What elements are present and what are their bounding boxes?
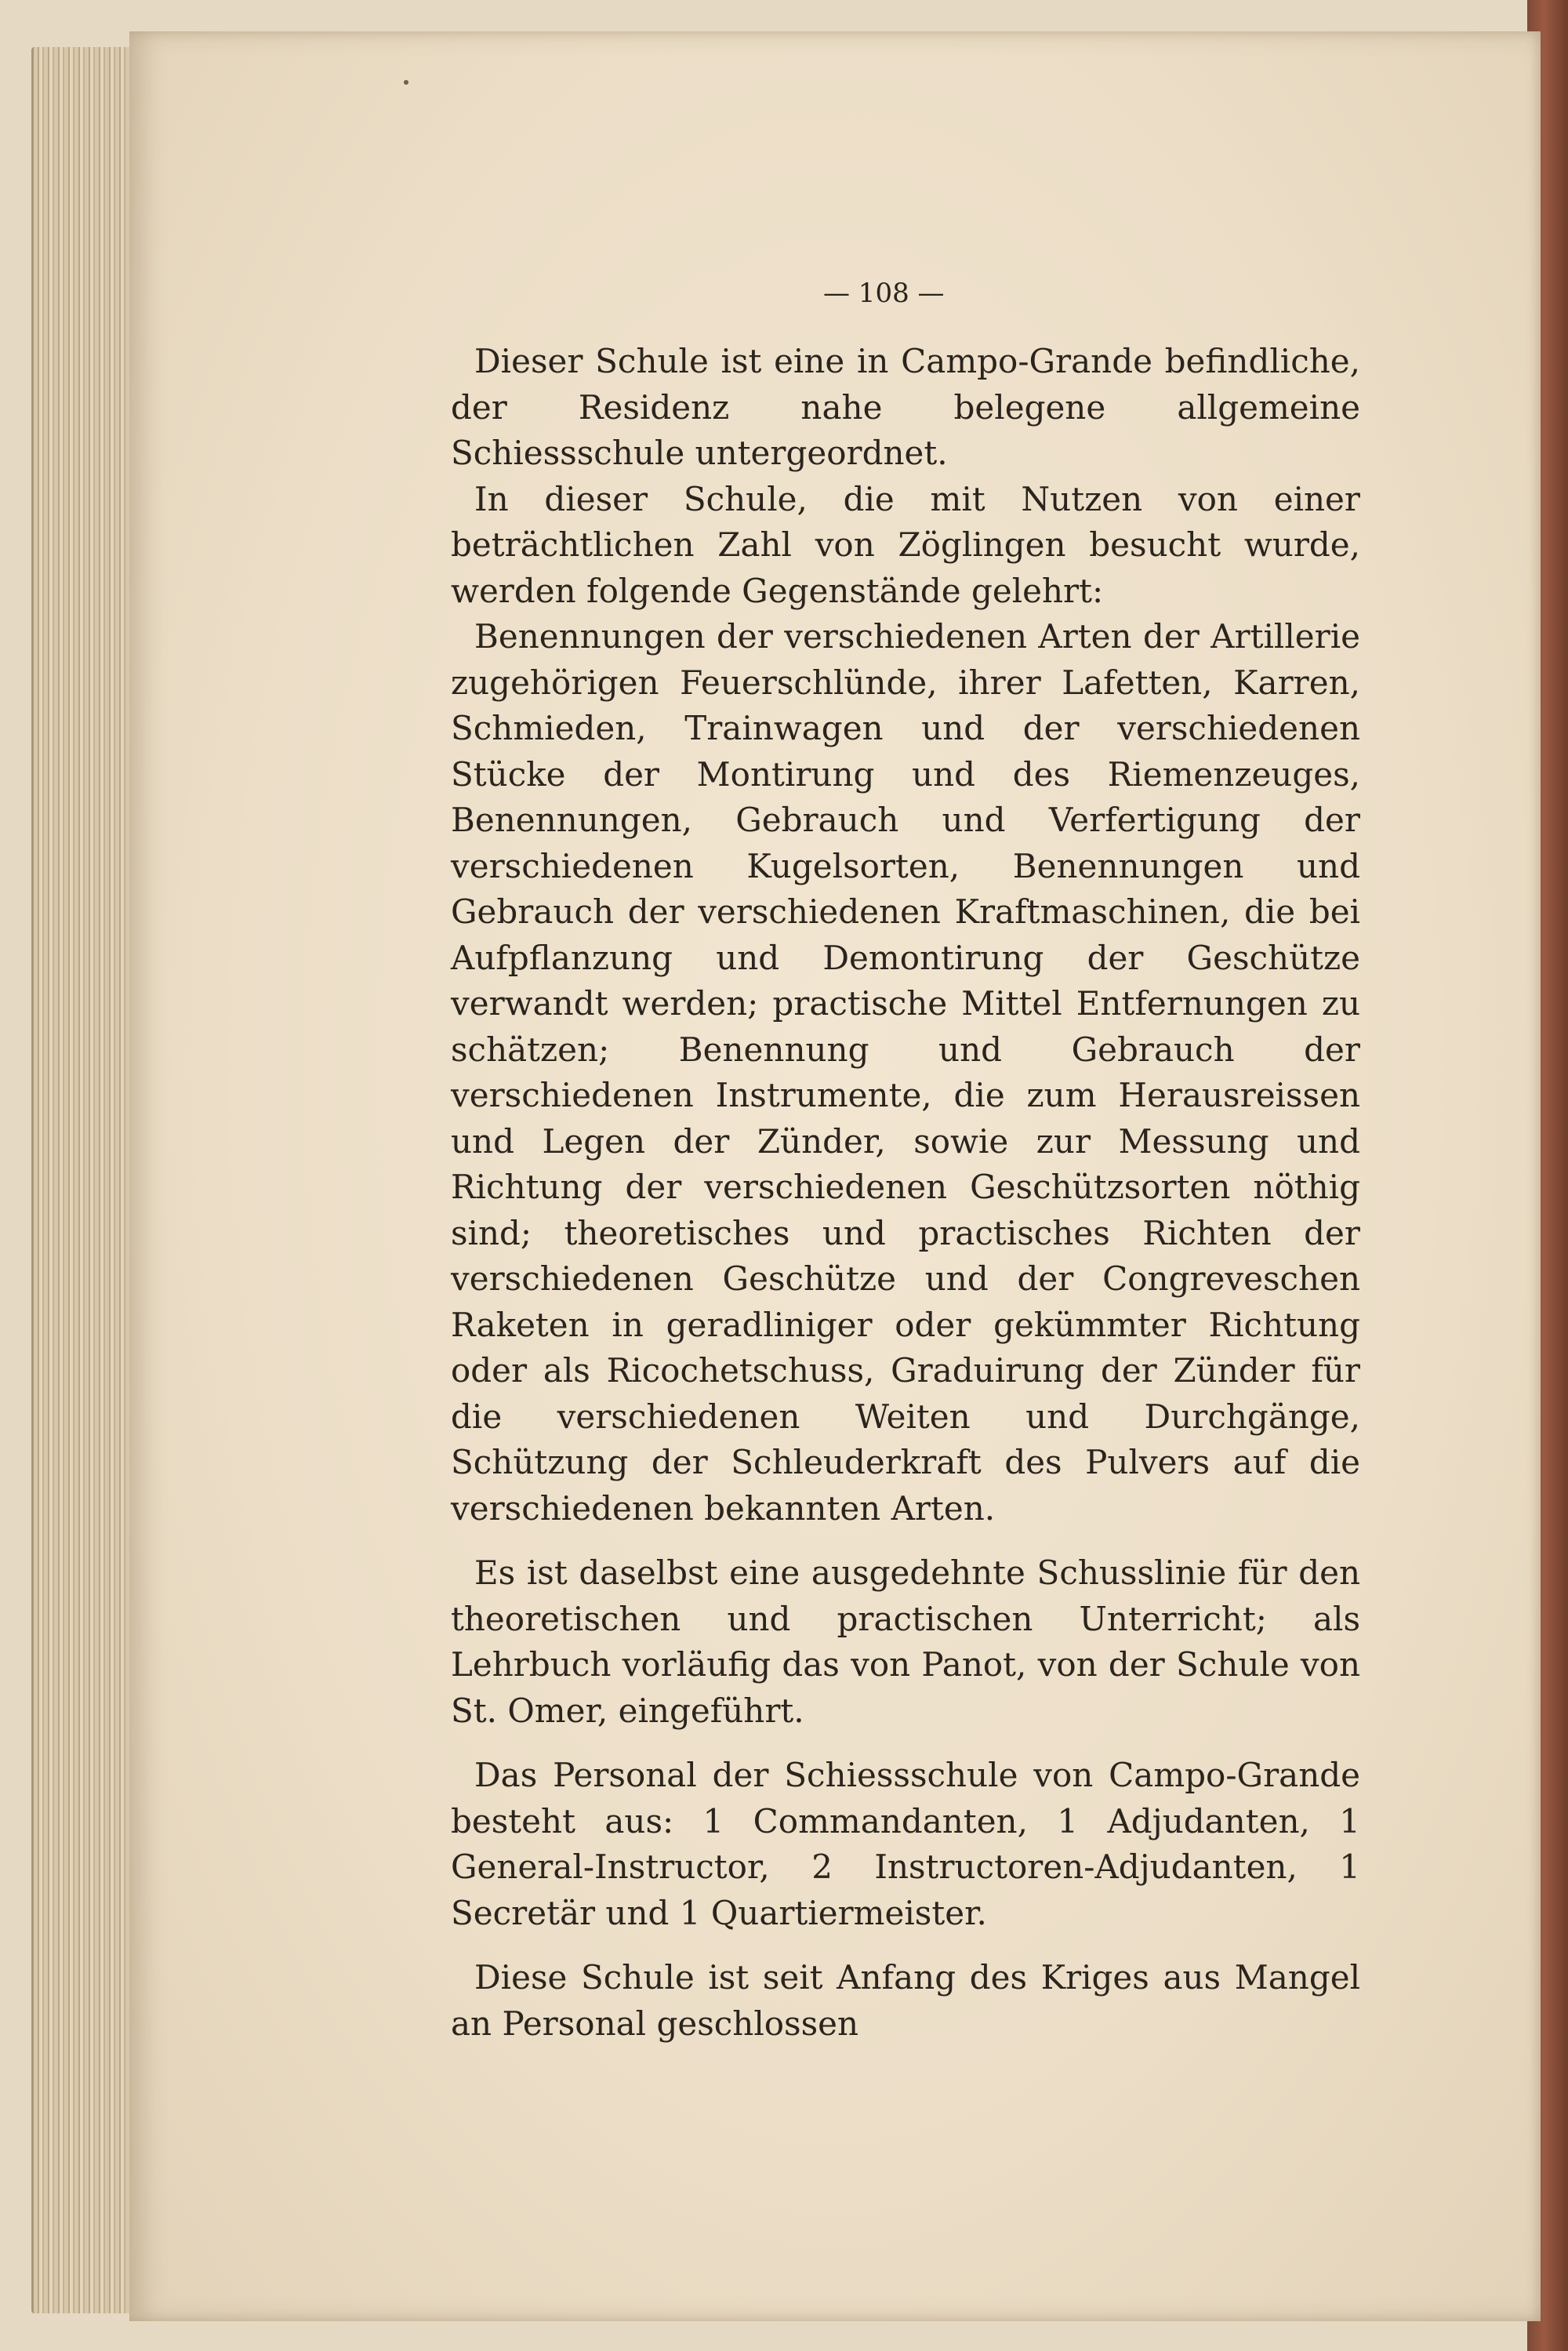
paragraph-3: Benennungen der verschiedenen Arten der Artillerie zugehörigen Feuerschlünde, ihrer Lafetten, Karren, Schmieden, Trainwagen und der verschiedenen Stücke der Montirung und des Riemenzeuges, Benennungen, Gebrauch und Verfertigung der verschiedenen Kugelsorten, Benennungen und Gebrauch der verschiedenen Kraftmaschinen, die bei Aufpflanzung und Demontirung der Geschütze verwandt werden; practische Mittel Entfernungen zu schätzen; Benennung und Gebrauch der verschiedenen Instrumente, die zum Herausreissen und Legen der Zünder, sowie zur Messung und Richtung der verschiedenen Geschützsorten nöthig sind; theoretisches und practisches Richten der verschiedenen Geschütze und der Congreveschen Raketen in geradliniger oder gekümmter Richtung oder als Ricochetschuss, Graduirung der Zünder für die verschiedenen Weiten und Durchgänge, Schützung der Schleuderkraft des Pulvers auf die verschiedenen bekannten Arten. [451, 617, 1360, 1528]
paper-speck [404, 80, 408, 85]
paragraph-4: Es ist daselbst eine ausgedehnte Schusslinie für den theoretischen und practischen Unterricht; als Lehrbuch vorläufig das von Panot, von der Schule von St. Omer, eingeführt. [451, 1553, 1360, 1730]
paragraph-2: In dieser Schule, die mit Nutzen von einer beträchtlichen Zahl von Zöglingen besucht wurde, werden folgende Gegenstände gelehrt: [451, 479, 1360, 610]
paragraph-5: Das Personal der Schiessschule von Campo-Grande besteht aus: 1 Commandanten, 1 Adjudanten, 1 General-Instructor, 2 Instructoren-Adjudanten, 1 Secretär und 1 Quartiermeister. [451, 1756, 1360, 1932]
book-fore-edge [31, 47, 143, 2313]
paragraph-6: Diese Schule ist seit Anfang des Kriges aus Mangel an Personal geschlossen [451, 1958, 1360, 2043]
page-number: — 108 — [823, 278, 945, 309]
body-text [451, 339, 1360, 2047]
paragraph-1: Dieser Schule ist eine in Campo-Grande befindliche, der Residenz nahe belegene allgemeine Schiessschule untergeordnet. [451, 342, 1360, 472]
